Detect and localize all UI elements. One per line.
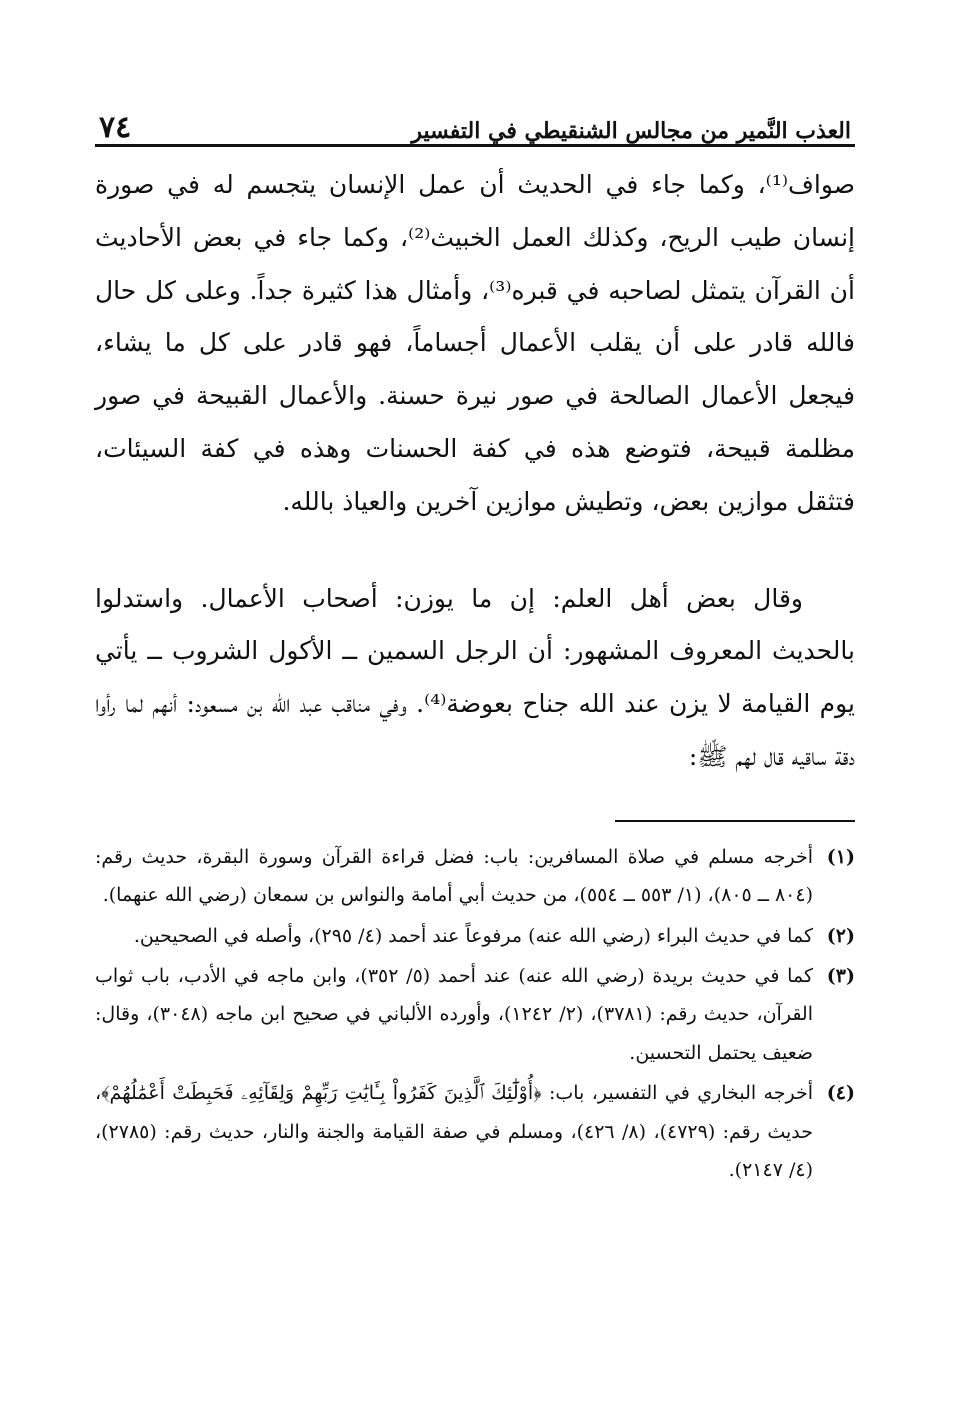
footnote-marker: (١) <box>826 845 855 868</box>
footnote <box>95 917 855 955</box>
footnote-marker: (٣) <box>826 964 855 987</box>
footnote-marker: (٤) <box>826 1082 855 1105</box>
main-text <box>95 159 855 784</box>
footnote-text: أخرجه البخاري في التفسير، باب: ﴿أُوْلَٰٓئِكَ ٱلَّذِينَ كَفَرُواْ بِـَٔايَٰتِ رَبِّهِمْ وَلِقَآئِهِۦ فَحَبِطَتْ أَعْمَٰلُهُمْ﴾، حديث رقم: (٤٧٢٩)، (٨/ ٤٢٦)، ومسلم في صفة القيامة والجنة والنار، حديث رقم: (٢٧٨٥)، (٤/ ٢١٤٧). <box>95 1082 813 1182</box>
running-header <box>95 100 855 147</box>
footnote <box>95 957 855 1072</box>
page-number: ٧٤ <box>99 110 132 145</box>
footnote-text: كما في حديث البراء (رضي الله عنه) مرفوعاً عند أحمد (٤/ ٢٩٥)، وأصله في الصحيحين. <box>133 924 813 947</box>
footnote-text: كما في حديث بريدة (رضي الله عنه) عند أحمد (٥/ ٣٥٢)، وابن ماجه في الأدب، باب ثواب القرآن، حديث رقم: (٣٧٨١)، (٢/ ١٢٤٢)، وأورده الألباني في صحيح ابن ماجه (٣٠٤٨)، وقال: ضعيف يحتمل التحسين. <box>95 964 814 1064</box>
paragraph: صواف⁽¹⁾، وكما جاء في الحديث أن عمل الإنسان يتجسم له في صورة إنسان طيب الريح، وكذلك العمل الخبيث⁽²⁾، وكما جاء في بعض الأحاديث أن القرآن يتمثل لصاحبه في قبره⁽³⁾، وأمثال هذا كثيرة جداً. وعلى كل حال فالله قادر على أن يقلب الأعمال أجساماً، فهو قادر على كل ما يشاء، فيجعل الأعمال الصالحة في صور نيرة حسنة. والأعمال القبيحة في صور مظلمة قبيحة، فتوضع هذه في كفة الحسنات وهذه في كفة السيئات، فتثقل موازين بعض، وتطيش موازين آخرين والعياذ بالله. <box>95 170 855 516</box>
footnote <box>95 1074 855 1189</box>
paragraph: وقال بعض أهل العلم: إن ما يوزن: أصحاب الأعمال. واستدلوا بالحديث المعروف المشهور: أن الرجل السمين ــ الأكول الشروب ــ يأتي يوم القيامة لا يزن عند الله جناح بعوضة⁽⁴⁾. وفي مناقب عبد الله بن مسعود: أنهم لما رأوا دقة ساقيه قال لهم ﷺ: <box>95 583 855 771</box>
footnote <box>95 838 855 915</box>
book-page <box>95 100 855 1380</box>
footnote-divider <box>615 820 855 822</box>
footnotes <box>95 838 855 1190</box>
footnote-marker: (٢) <box>826 924 855 947</box>
footnote-text: أخرجه مسلم في صلاة المسافرين: باب: فضل قراءة القرآن وسورة البقرة، حديث رقم: (٨٠٤ ــ ٨٠٥)، (١/ ٥٥٣ ــ ٥٥٤)، من حديث أبي أمامة والنواس بن سمعان (رضي الله عنهما). <box>95 845 813 907</box>
book-title: العذب النَّمير من مجالس الشنقيطي في التفسير <box>411 117 851 144</box>
